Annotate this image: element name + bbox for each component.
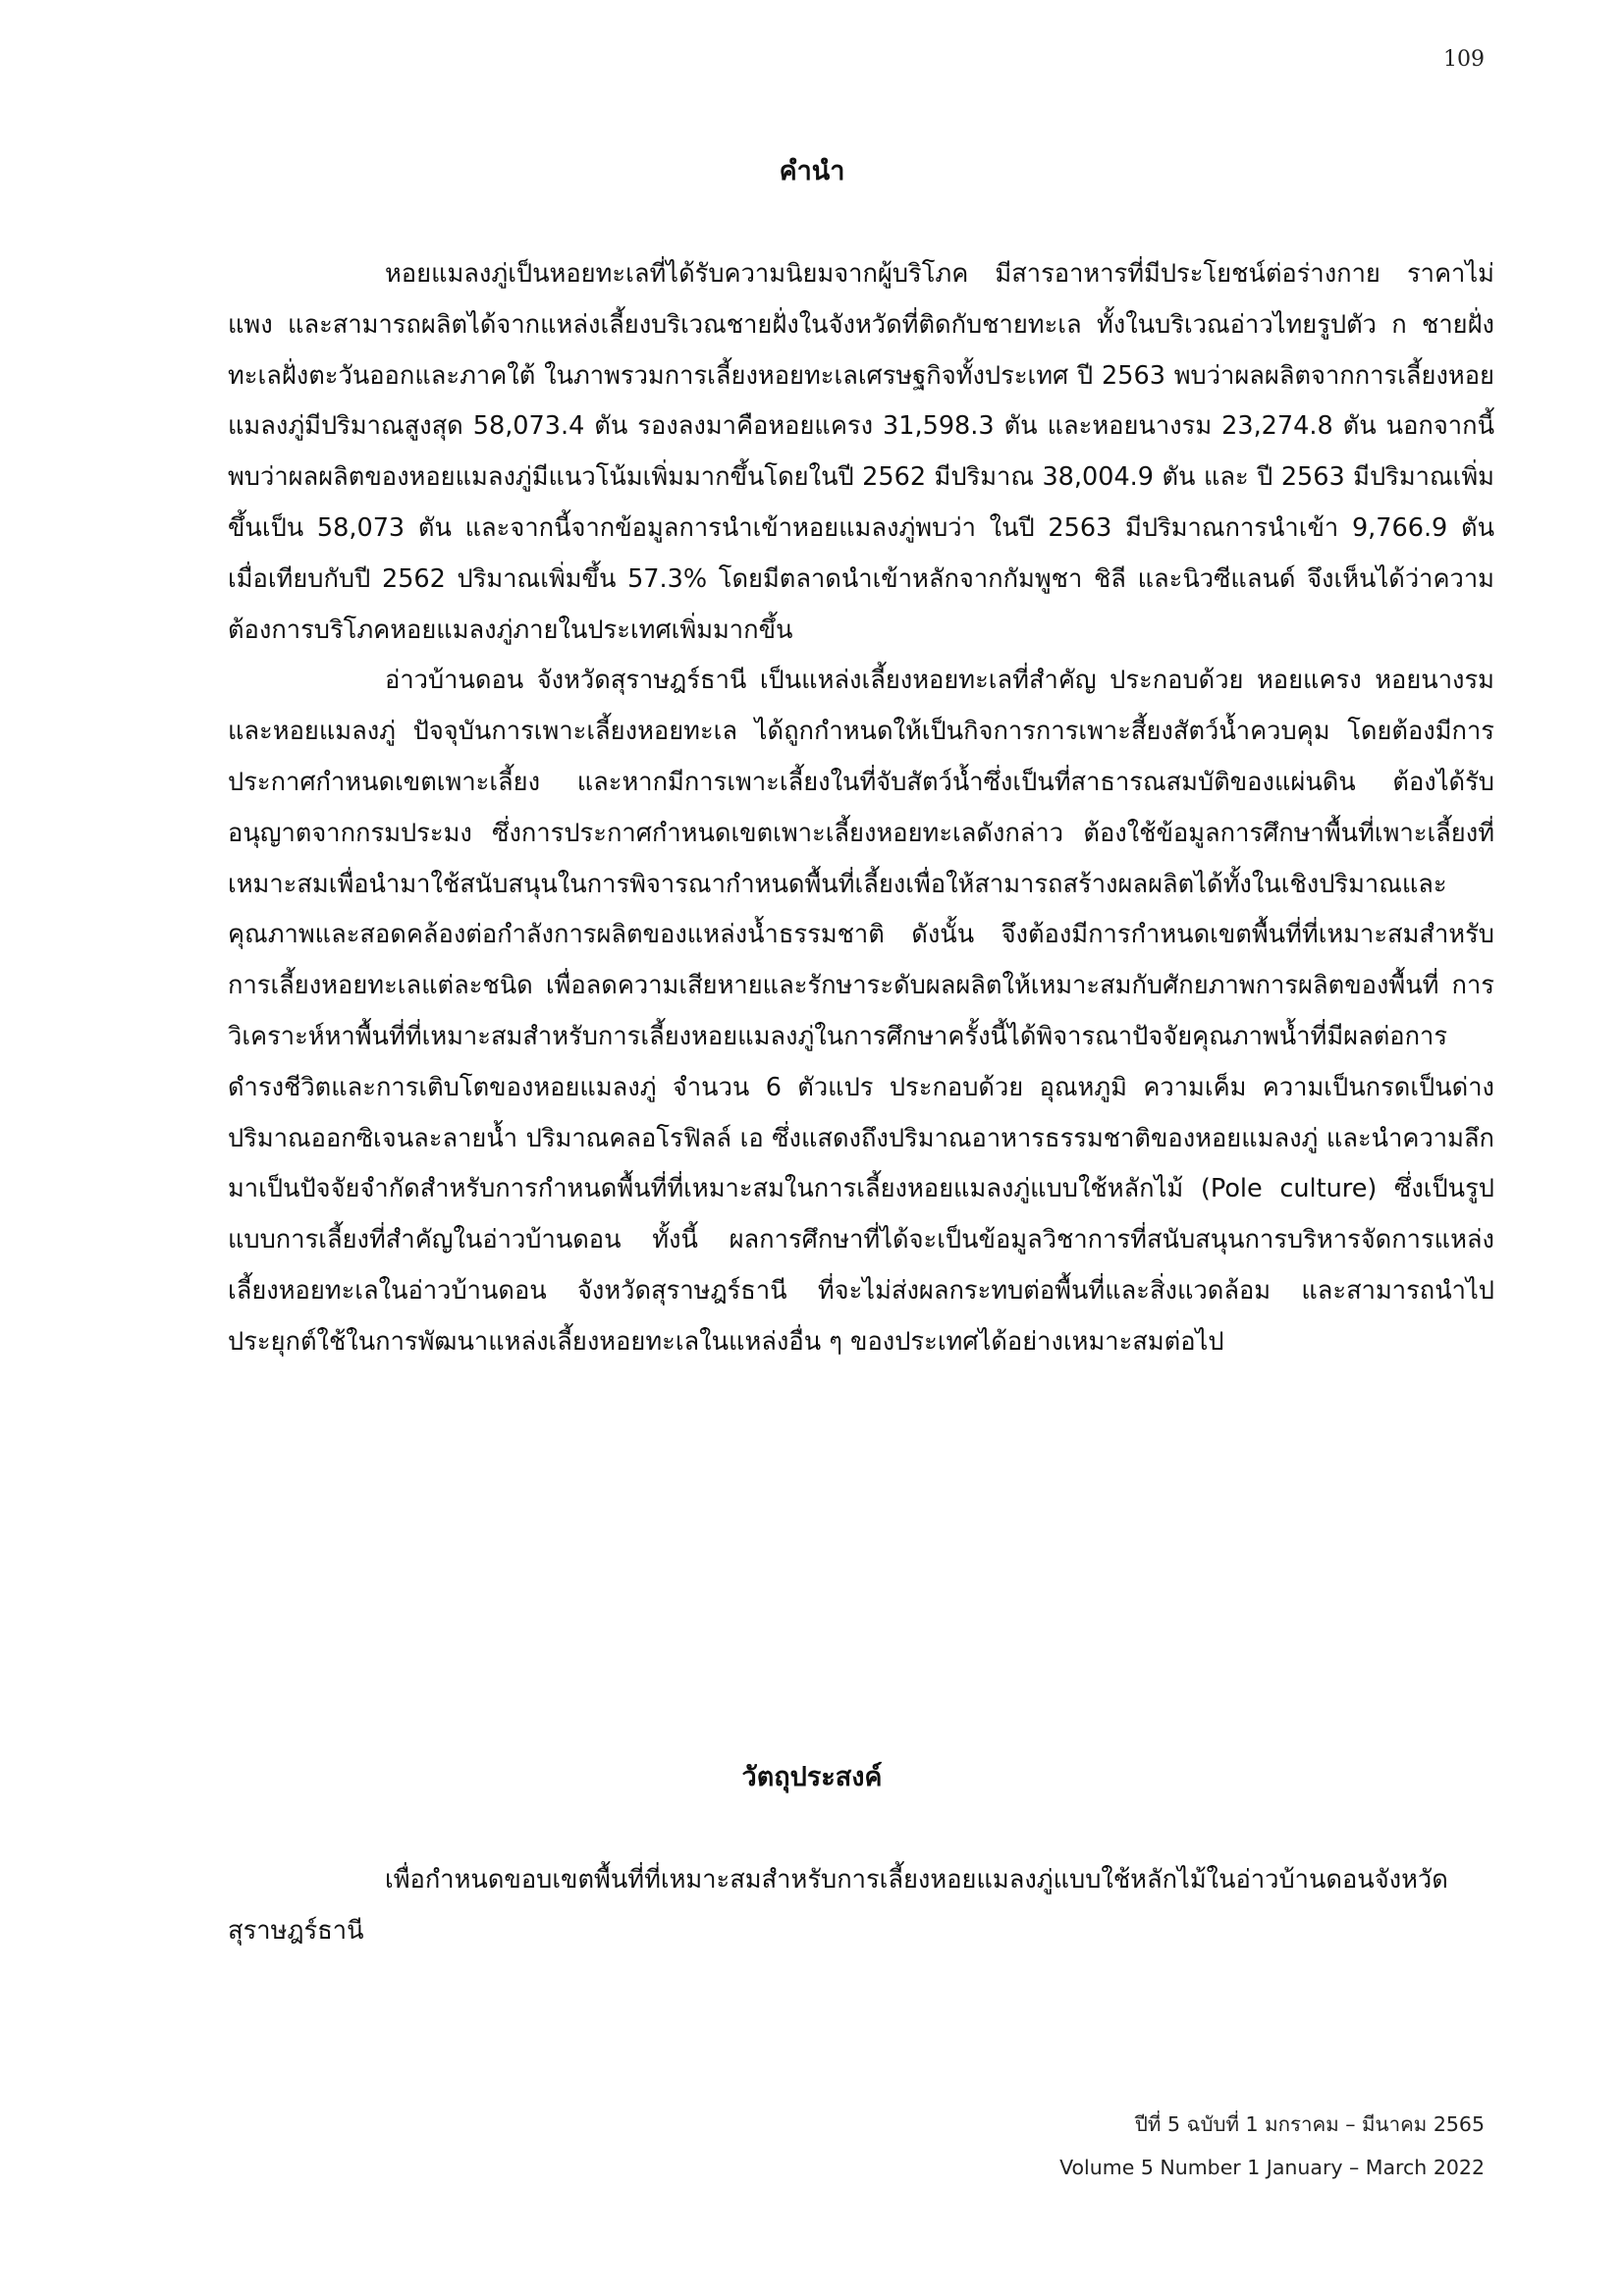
page-number: 109	[1443, 47, 1485, 72]
introduction-paragraph-2: อ่าวบ้านดอน จังหวัดสุราษฎร์ธานี เป็นแหล่งเลี้ยงหอยทะเลที่สำคัญ ประกอบด้วย หอยแครง หอยนางรม และหอยแมลงภู่ ปัจจุบันการเพาะเลี้ยงหอยทะเล ได้ถูกกำหนดให้เป็นกิจการการเพาะสี้ยงสัตว์น้ำควบคุม โดยต้องมีการประกาศกำหนดเขตเพาะเลี้ยง และหากมีการเพาะเลี้ยงในที่จับสัตว์น้ำซึ่งเป็นที่สาธารณสมบัติของแผ่นดิน ต้องได้รับอนุญาตจากกรมประมง ซึ่งการประกาศกำหนดเขตเพาะเลี้ยงหอยทะเลดังกล่าว ต้องใช้ข้อมูลการศึกษาพื้นที่เพาะเลี้ยงที่เหมาะสมเพื่อนำมาใช้สนับสนุนในการพิจารณากำหนดพื้นที่เลี้ยงเพื่อให้สามารถสร้างผลผลิตได้ทั้งในเชิงปริมาณและคุณภาพและสอดคล้องต่อกำลังการผลิตของแหล่งน้ำธรรมชาติ ดังนั้น จึงต้องมีการกำหนดเขตพื้นที่ที่เหมาะสมสำหรับการเลี้ยงหอยทะเลแต่ละชนิด เพื่อลดความเสียหายและรักษาระดับผลผลิตให้เหมาะสมกับศักยภาพการผลิตของพื้นที่ การวิเคราะห์หาพื้นที่ที่เหมาะสมสำหรับการเลี้ยงหอยแมลงภู่ในการศึกษาครั้งนี้ได้พิจารณาปัจจัยคุณภาพน้ำที่มีผลต่อการดำรงชีวิตและการเติบโตของหอยแมลงภู่ จำนวน 6 ตัวแปร ประกอบด้วย อุณหภูมิ ความเค็ม ความเป็นกรดเป็นด่าง ปริมาณออกซิเจนละลายน้ำ ปริมาณคลอโรฟิลล์ เอ ซึ่งแสดงถึงปริมาณอาหารธรรมชาติของหอยแมลงภู่ และนำความลึกมาเป็นปัจจัยจำกัดสำหรับการกำหนดพื้นที่ที่เหมาะสมในการเลี้ยงหอยแมลงภู่แบบใช้หลักไม้ (Pole culture) ซึ่งเป็นรูปแบบการเลี้ยงที่สำคัญในอ่าวบ้านดอน ทั้งนี้ ผลการศึกษาที่ได้จะเป็นข้อมูลวิชาการที่สนับสนุนการบริหารจัดการแหล่งเลี้ยงหอยทะเลในอ่าวบ้านดอน จังหวัดสุราษฎร์ธานี ที่จะไม่ส่งผลกระทบต่อพื้นที่และสิ่งแวดล้อม และสามารถนำไปประยุกต์ใช้ในการพัฒนาแหล่งเลี้ยงหอยทะเลในแหล่งอื่น ๆ ของประเทศได้อย่างเหมาะสมต่อไป	[228, 666, 1494, 1357]
introduction-body	[228, 249, 1494, 1368]
footer-issue-thai: ปีที่ 5 ฉบับที่ 1 มกราคม – มีนาคม 2565	[1134, 2112, 1485, 2136]
objective-heading: วัตถุประสงค์	[741, 1762, 883, 1792]
objective-body	[228, 1855, 1494, 1957]
introduction-paragraph-1: หอยแมลงภู่เป็นหอยทะเลที่ได้รับความนิยมจากผู้บริโภค มีสารอาหารที่มีประโยชน์ต่อร่างกาย ราคาไม่แพง และสามารถผลิตได้จากแหล่งเลี้ยงบริเวณชายฝั่งในจังหวัดที่ติดกับชายทะเล ทั้งในบริเวณอ่าวไทยรูปตัว ก ชายฝั่งทะเลฝั่งตะวันออกและภาคใต้ ในภาพรวมการเลี้ยงหอยทะเลเศรษฐกิจทั้งประเทศ ปี 2563 พบว่าผลผลิตจากการเลี้ยงหอยแมลงภู่มีปริมาณสูงสุด 58,073.4 ตัน รองลงมาคือหอยแครง 31,598.3 ตัน และหอยนางรม 23,274.8 ตัน นอกจากนี้ พบว่าผลผลิตของหอยแมลงภู่มีแนวโน้มเพิ่มมากขึ้นโดยในปี 2562 มีปริมาณ 38,004.9 ตัน และ ปี 2563 มีปริมาณเพิ่มขึ้นเป็น 58,073 ตัน และจากนี้จากข้อมูลการนำเข้าหอยแมลงภู่พบว่า ในปี 2563 มีปริมาณการนำเข้า 9,766.9 ตัน เมื่อเทียบกับปี 2562 ปริมาณเพิ่มขึ้น 57.3% โดยมีตลาดนำเข้าหลักจากกัมพูชา ชิลี และนิวซีแลนด์ จึงเห็นได้ว่าความต้องการบริโภคหอยแมลงภู่ภายในประเทศเพิ่มมากขึ้น	[228, 259, 1494, 645]
introduction-heading: คำนำ	[779, 156, 845, 187]
footer-issue-english: Volume 5 Number 1 January – March 2022	[1059, 2156, 1485, 2179]
objective-paragraph: เพื่อกำหนดขอบเขตพื้นที่ที่เหมาะสมสำหรับการเลี้ยงหอยแมลงภู่แบบใช้หลักไม้ในอ่าวบ้านดอนจังหวัดสุราษฎร์ธานี	[228, 1865, 1448, 1946]
